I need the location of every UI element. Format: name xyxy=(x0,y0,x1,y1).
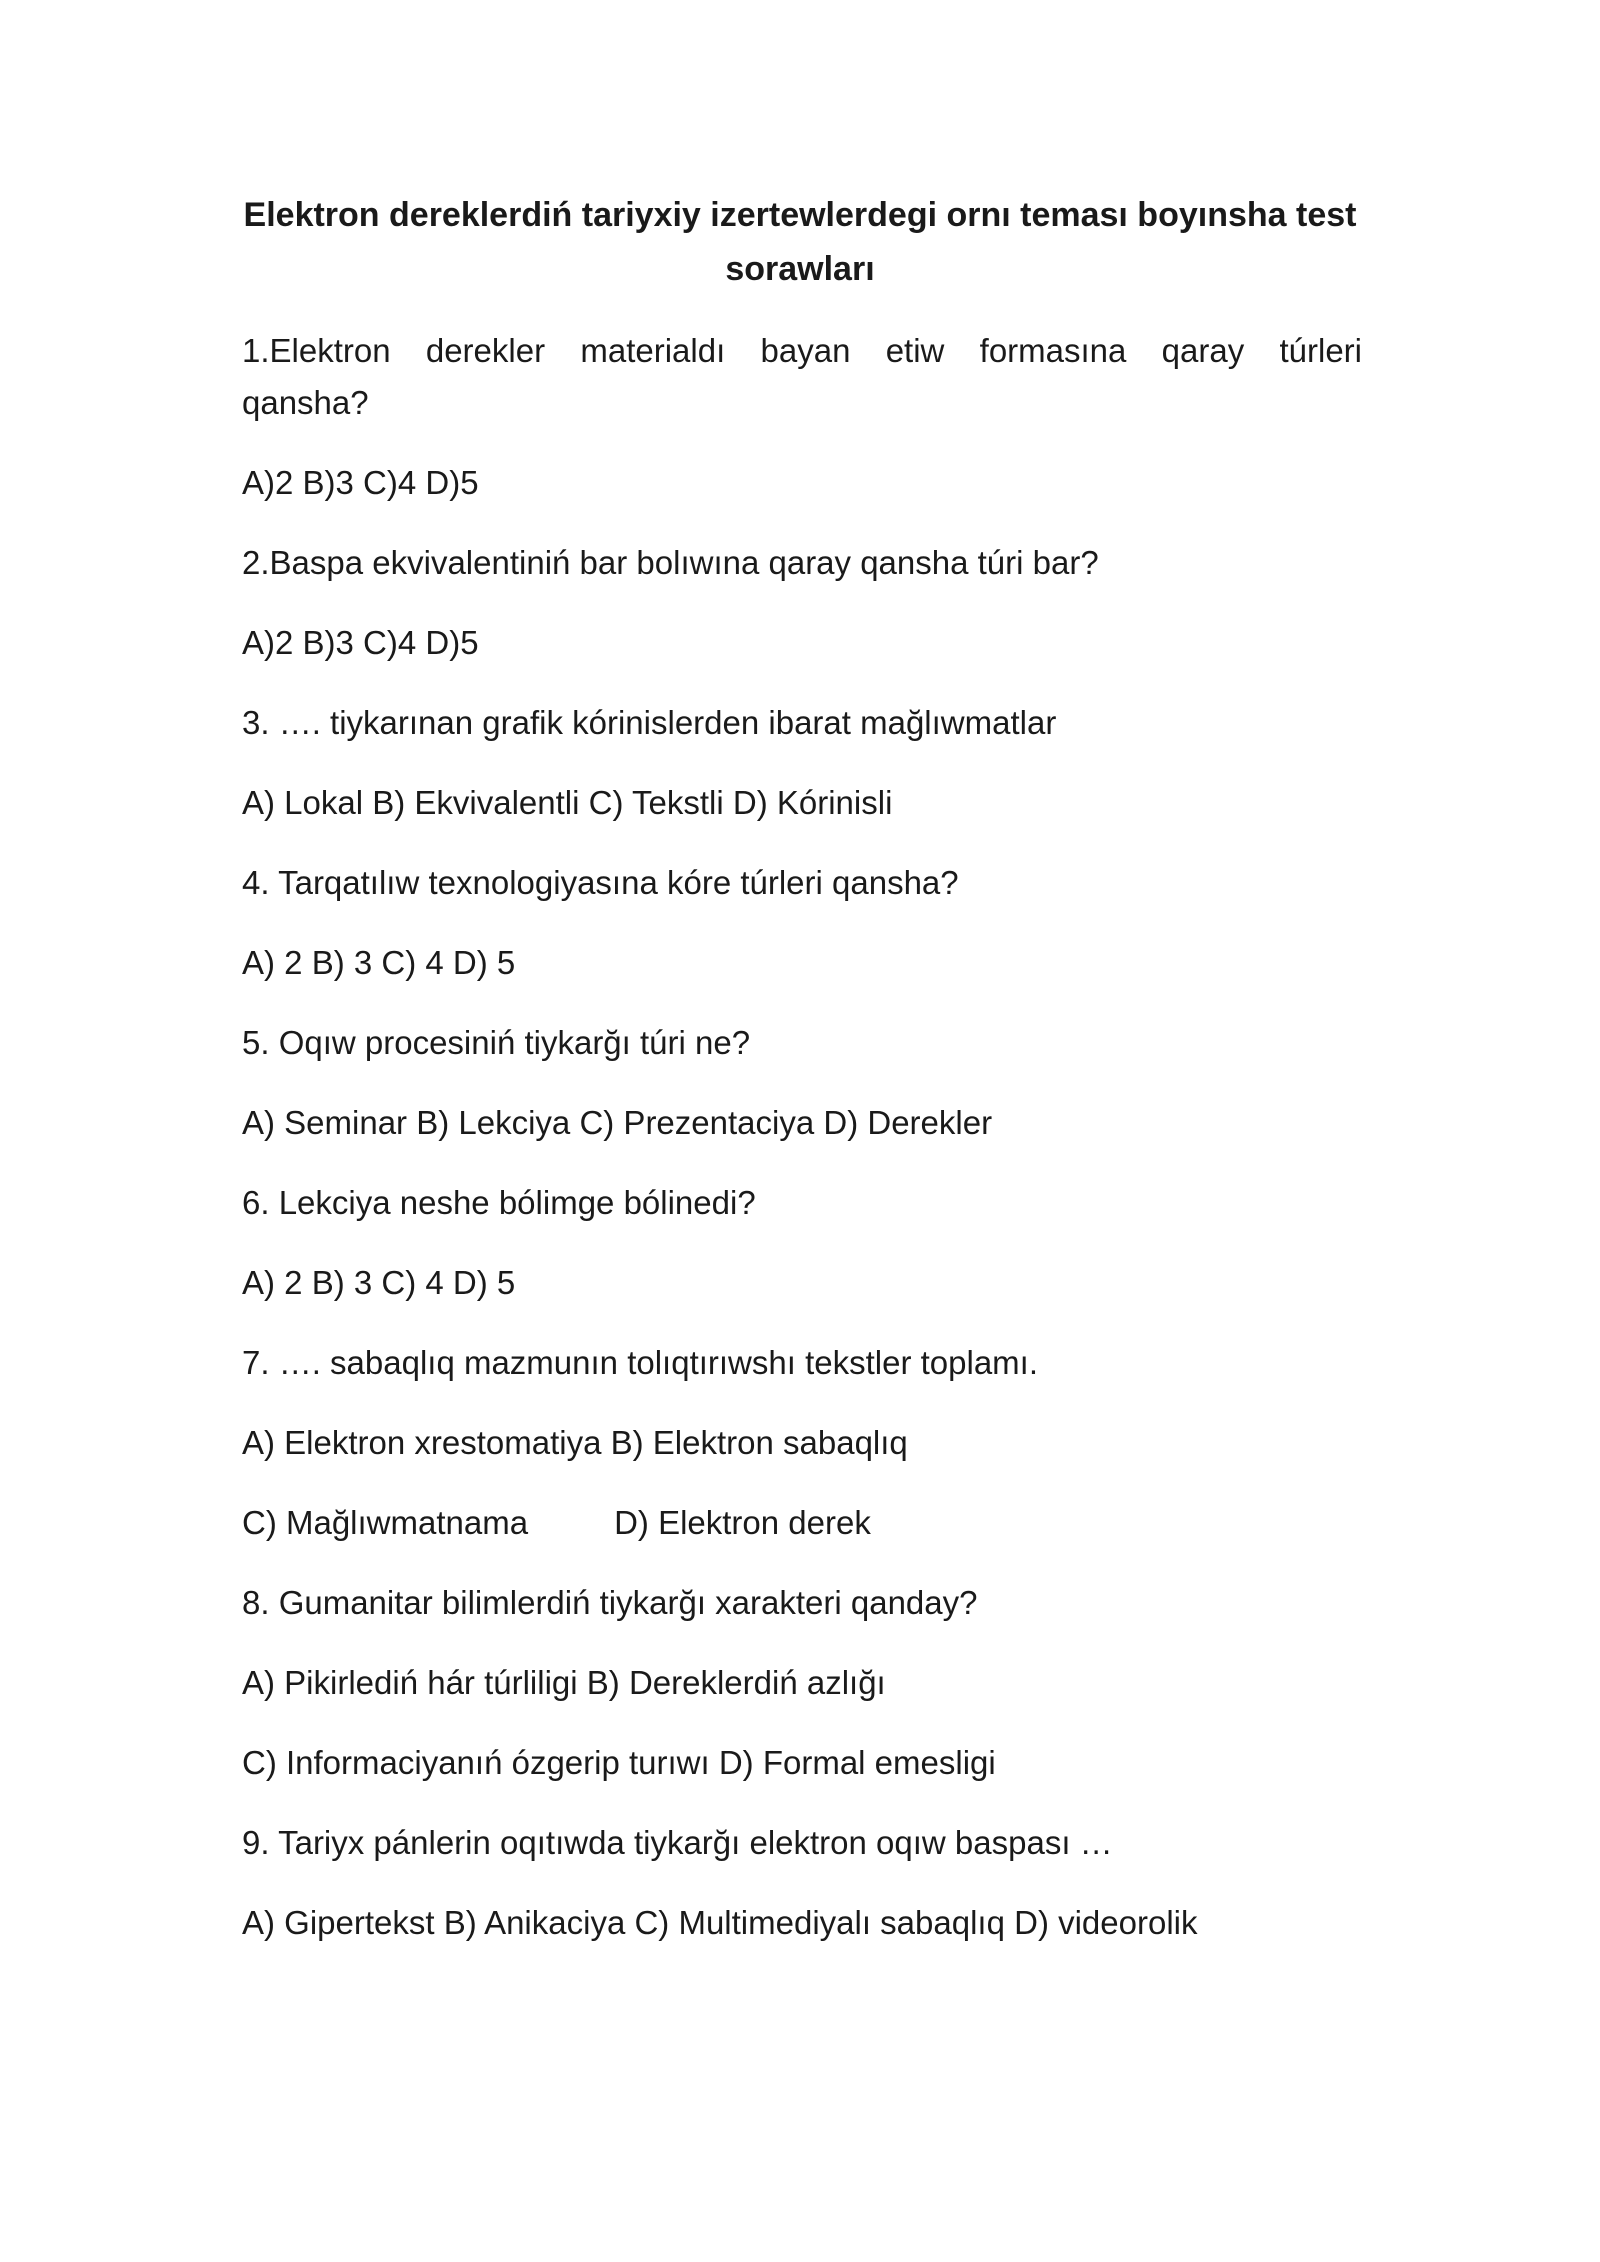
answers-9: A) Gipertekst B) Anikaciya C) Multimediyalı sabaqlıq D) videorolik xyxy=(242,1904,1198,1941)
answers-1: A)2 B)3 C)4 D)5 xyxy=(242,464,479,501)
answer-7-c: C) Mağlıwmatnama xyxy=(242,1504,529,1541)
answers-4: A) 2 B) 3 C) 4 D) 5 xyxy=(242,944,516,981)
answers-8-line-1: A) Pikirlediń hár túrliligi B) Dereklerdiń azlığı xyxy=(242,1664,886,1701)
question-9: 9. Tariyx pánlerin oqıtıwda tiykarğı elektron oqıw baspası … xyxy=(242,1824,1113,1861)
answers-5: A) Seminar B) Lekciya C) Prezentaciya D) Derekler xyxy=(242,1104,993,1141)
question-4: 4. Tarqatılıw texnologiyasına kóre túrleri qansha? xyxy=(242,864,959,901)
answers-8-line-2: C) Informaciyanıń ózgerip turıwı D) Formal emesligi xyxy=(242,1744,996,1781)
answer-7-d: D) Elektron derek xyxy=(614,1504,871,1541)
question-5: 5. Oqıw procesiniń tiykarğı túri ne? xyxy=(242,1024,751,1061)
question-3: 3. …. tiykarınan grafik kórinislerden ibarat mağlıwmatlar xyxy=(242,704,1057,741)
answers-7-line-1: A) Elektron xrestomatiya B) Elektron sabaqlıq xyxy=(242,1424,908,1461)
title-line-2: sorawları xyxy=(725,250,875,288)
answers-7-line-2 xyxy=(242,1497,871,1549)
question-1-line-2: qansha? xyxy=(242,384,369,421)
question-1-line-1: 1.Elektron derekler materialdı bayan etiw formasına qaray túrleri xyxy=(242,332,1362,369)
question-7: 7. …. sabaqlıq mazmunın tolıqtırıwshı tekstler toplamı. xyxy=(242,1344,1038,1381)
question-8: 8. Gumanitar bilimlerdiń tiykarğı xarakteri qanday? xyxy=(242,1584,978,1621)
answers-6: A) 2 B) 3 C) 4 D) 5 xyxy=(242,1264,516,1301)
answers-2: A)2 B)3 C)4 D)5 xyxy=(242,624,479,661)
answers-3: A) Lokal B) Ekvivalentli C) Tekstli D) Kórinisli xyxy=(242,784,893,821)
document-title xyxy=(240,188,1360,296)
question-6: 6. Lekciya neshe bólimge bólinedi? xyxy=(242,1184,756,1221)
title-line-1: Elektron dereklerdiń tariyxiy izertewlerdegi ornı teması boyınsha test xyxy=(243,196,1357,234)
question-2: 2.Baspa ekvivalentiniń bar bolıwına qaray qansha túri bar? xyxy=(242,544,1099,581)
